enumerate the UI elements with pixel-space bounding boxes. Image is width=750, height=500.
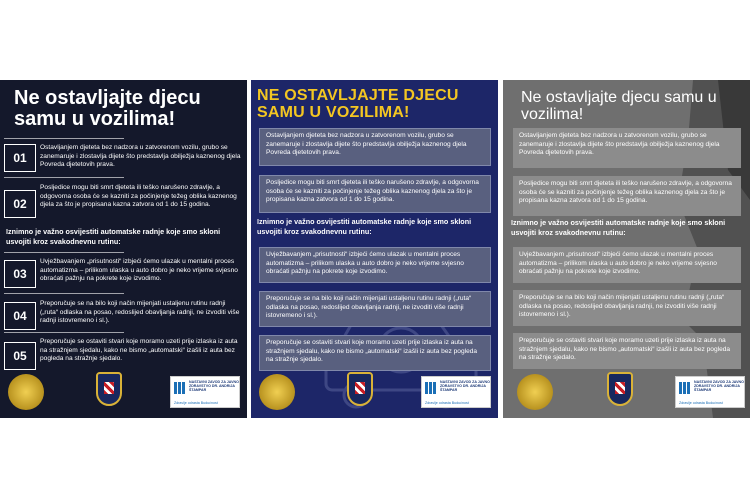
info-box: Ostavljanjem djeteta bez nadzora u zatvorenom vozilu, grubo se zanemaruje i zlostavlja dijete što predstavlja obilježja kaznenog djela Povreda djetetovih prava. [513, 128, 741, 168]
info-box: Posljedice mogu biti smrt djeteta ili teško narušeno zdravlje, a odgovorna osoba će se kazniti za počinjenje težeg oblika kaznenog djela za što je propisana kazna zatvora od 1 do 15 godina. [259, 175, 491, 213]
police-anniversary-badge-icon [259, 374, 295, 410]
info-box: Preporučuje se ostaviti stvari koje moramo uzeti prije izlaska iz auta na stražnjem sjedalu, kako ne bismo „automatski“ izašli iz auta bez pogleda na stražnje sjedalo. [513, 333, 741, 369]
institute-logo [421, 376, 491, 408]
info-box: Uvježbavanjem „prisutnosti“ izbjeći ćemo ulazak u mentalni proces automatizma – prilikom ulaska u auto dobro je neko vrijeme svjesno obraćati pažnju na pokrete koje izvodimo. [259, 247, 491, 283]
item-text: Preporučuje se ostaviti stvari koje moramo uzeti prije izlaska iz auta na stražnjem sjedalu, kako ne bismo „automatski“ izašli iz auta bez pogleda na stražnje sjedalo. [40, 338, 238, 363]
info-box: Ostavljanjem djeteta bez nadzora u zatvorenom vozilu, grubo se zanemaruje i zlostavlja dijete što predstavlja obilježja kaznenog djela Povreda djetetovih prava. [259, 128, 491, 166]
institute-tagline: Zdravlje odrasta Budućnost [425, 401, 469, 405]
institute-mark-icon [174, 382, 186, 394]
item-number: 04 [4, 302, 36, 330]
poster-title: Ne ostavljajte djecu samu u vozilima! [14, 87, 201, 130]
divider [4, 177, 124, 178]
subtitle: Iznimno je važno osvijestiti automatske radnje koje smo skloni usvojiti kroz svakodnevnu rutinu: [511, 218, 726, 237]
institute-name: NASTAVNI ZAVOD ZA JAVNO ZDRAVSTVO DR. ANDRIJA ŠTAMPAR [694, 380, 744, 393]
item-text: Posljedice mogu biti smrt djeteta ili teško narušeno zdravlje, a odgovorna osoba će se kazniti za počinjenje težeg oblika kaznenog djela za što je propisana kazna zatvora od 1 do 15 godina. [40, 184, 237, 209]
institute-mark-icon [679, 382, 691, 394]
item-number: 05 [4, 342, 36, 370]
institute-name: NASTAVNI ZAVOD ZA JAVNO ZDRAVSTVO DR. ANDRIJA ŠTAMPAR [440, 380, 490, 393]
item-text: Uvježbavanjem „prisutnosti“ izbjeći ćemo ulazak u mentalni proces automatizma – prilikom ulaska u auto dobro je neko vrijeme svjesno obraćati pažnju na pokrete koje izvodimo. [40, 258, 238, 283]
poster-title: NE OSTAVLJAJTE DJECU SAMU U VOZILIMA! [257, 87, 459, 121]
subtitle: Iznimno je važno osvijestiti automatske radnje koje smo skloni usvojiti kroz svakodnevnu rutinu: [6, 227, 221, 246]
item-text: Ostavljanjem djeteta bez nadzora u zatvorenom vozilu, grubo se zanemaruje i zlostavlja dijete što predstavlja obilježja kaznenog djela Povreda djetetovih prava. [40, 144, 241, 169]
subtitle: Iznimno je važno osvijestiti automatske radnje koje smo skloni usvojiti kroz svakodnevnu rutinu: [257, 217, 472, 236]
logo-strip [503, 370, 750, 412]
police-shield-icon [96, 372, 122, 406]
poster-blue [251, 80, 498, 418]
info-box: Preporučuje se ostaviti stvari koje moramo uzeti prije izlaska iz auta na stražnjem sjedalu, kako ne bismo „automatski“ izašli iz auta bez pogleda na stražnje sjedalo. [259, 335, 491, 371]
divider [4, 293, 124, 294]
divider [4, 138, 124, 139]
divider [4, 332, 124, 333]
info-box: Preporučuje se na bilo koji način mijenjati ustaljenu rutinu radnji („ruta“ odlaska na posao, redoslijed obavljanja radnji, ne izvoditi više radnji istovremeno i sl.). [259, 291, 491, 327]
info-box: Uvježbavanjem „prisutnosti“ izbjeći ćemo ulazak u mentalni proces automatizma – prilikom ulaska u auto dobro je neko vrijeme svjesno obraćati pažnju na pokrete koje izvodimo. [513, 247, 741, 283]
police-anniversary-badge-icon [517, 374, 553, 410]
logo-strip [0, 370, 247, 412]
institute-tagline: Zdravlje odrasta Budućnost [679, 401, 723, 405]
poster-dark [0, 80, 247, 418]
institute-logo [675, 376, 745, 408]
logo-strip [251, 370, 498, 412]
institute-mark-icon [425, 382, 437, 394]
divider [4, 252, 124, 253]
item-text: Preporučuje se na bilo koji način mijenjati ustaljenu rutinu radnji („ruta“ odlaska na posao, redoslijed obavljanja radnji, ne izvoditi više radnji istovremeno i sl.). [40, 300, 240, 325]
police-anniversary-badge-icon [8, 374, 44, 410]
institute-logo [170, 376, 240, 408]
item-number: 02 [4, 190, 36, 218]
police-shield-icon [607, 372, 633, 406]
institute-tagline: Zdravlje odrasta Budućnost [174, 401, 218, 405]
poster-grey [503, 80, 750, 418]
item-number: 03 [4, 260, 36, 288]
poster-title: Ne ostavljajte djecu samu u vozilima! [521, 89, 717, 123]
police-shield-icon [347, 372, 373, 406]
info-box: Posljedice mogu biti smrt djeteta ili teško narušeno zdravlje, a odgovorna osoba će se kazniti za počinjenje težeg oblika kaznenog djela za što je propisana kazna zatvora od 1 do 15 godina. [513, 176, 741, 216]
institute-name: NASTAVNI ZAVOD ZA JAVNO ZDRAVSTVO DR. ANDRIJA ŠTAMPAR [189, 380, 239, 393]
item-number: 01 [4, 144, 36, 172]
info-box: Preporučuje se na bilo koji način mijenjati ustaljenu rutinu radnji („ruta“ odlaska na posao, redoslijed obavljanja radnji, ne izvoditi više radnji istovremeno i sl.). [513, 290, 741, 326]
